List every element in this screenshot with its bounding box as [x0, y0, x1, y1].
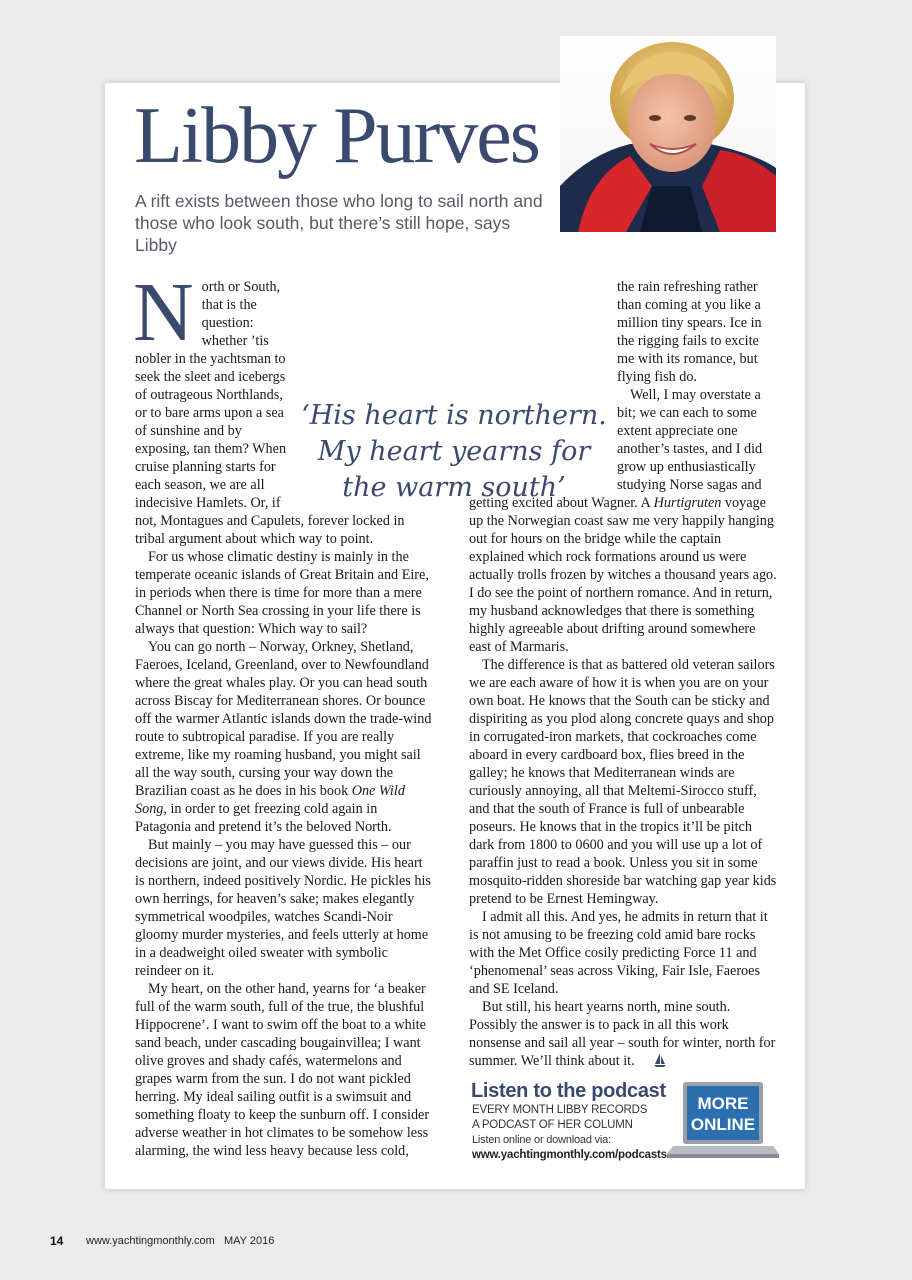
pull-quote-line: ‘His heart is northern.: [301, 400, 607, 431]
more-online-badge-line1: MORE: [697, 1094, 749, 1113]
podcast-link[interactable]: www.yachtingmonthly.com/podcasts: [472, 1149, 667, 1161]
pull-quote-line: My heart yearns for: [317, 436, 591, 467]
pull-quote-line: the warm south’: [342, 472, 566, 503]
podcast-line: Listen online or download via:: [472, 1134, 611, 1146]
body-paragraph: The difference is that as battered old veteran sailors we are each aware of how it is when you are on your own boat. He knows that the South can be sticky and dispiriting as you plod along concrete quays and shop in corrugated-iron markets, that cockroaches come aboard in every cardboard box, flies breed in the galley; he knows that Mediterranean winds are curiously annoying, all that Meltemi-Sirocco stuff, and that the south of France is full of unbearable poseurs. He knows that in the tropics it’ll be pitch dark from 1800 to 0600 and you will use up a lot of paraffin just to read a book. Unless you sit in some mosquito-ridden shoreside bar watching gap year kids pretend to be Ernest Hemingway.: [469, 657, 777, 907]
book-title: One Wild Song: [135, 783, 405, 817]
podcast-title: Listen to the podcast: [471, 1080, 666, 1102]
podcast-promo[interactable]: [469, 1080, 779, 1170]
body-paragraph: [135, 638, 435, 836]
footer-url: www.yachtingmonthly.com: [86, 1235, 215, 1247]
pull-quote: [298, 398, 610, 506]
headline: Libby Purves: [134, 92, 539, 180]
body-text: You can go north – Norway, Orkney, Shetland, Faeroes, Iceland, Greenland, over to Newfoundland where the great whales play. Or you can head south across Biscay for Mediterranean shores. Or bounce off the warmer Atlantic islands down the trade-wind route to subtropical paradise. If you are really extreme, like my roaming husband, you might sail all the way south, cursing your way down the Brazilian coast as he does in his book: [135, 639, 432, 799]
author-photo-image: [560, 36, 776, 232]
laptop-icon: [667, 1082, 779, 1164]
podcast-line: A PODCAST OF HER COLUMN: [472, 1119, 633, 1131]
sailboat-icon: [641, 1053, 666, 1072]
drop-cap: N: [133, 266, 194, 359]
body-paragraph: My heart, on the other hand, yearns for ‘a beaker full of the warm south, full of the true, the blushful Hippocrene’. I want to swim off the boat to a white sand beach, under cascading bougainvillea; I want olive groves and shady cafés, watermelons and grapes warm from the sun. I do not want pickled herring. My ideal sailing outfit is a swimsuit and something floaty to keep the sunburn off. I consider adverse weather in hot climates to be somehow less alarming, the wind less heavy because less cold,: [135, 981, 430, 1159]
body-paragraph: For us whose climatic destiny is mainly in the temperate oceanic islands of Great Britain and Eire, in periods when there is time for more than a mere Channel or North Sea crossing in your life there is always that question: Which way to sail?: [135, 549, 429, 637]
body-text: But still, his heart yearns north, mine south. Possibly the answer is to pack in all this work nonsense and sail all year – south for winter, north for summer. We’ll think about it.: [469, 999, 776, 1069]
page-number: 14: [50, 1234, 64, 1248]
ship-name: Hurtigruten: [653, 495, 722, 511]
body-text: voyage up the Norwegian coast saw me very happily hanging out for hours on the bridge while the captain explained which rock formations around us were actually trolls frozen by witches a thousand years ago. I do see the point of northern romance. And in return, my husband acknowledges that there is something highly agreeable about drifting around somewhere east of Marmaris.: [469, 495, 777, 655]
body-text: , in order to get freezing cold again in Patagonia and pretend it’s the beloved North.: [135, 801, 392, 835]
standfirst: A rift exists between those who long to sail north and those who look south, but there’s still hope, says Libby: [135, 191, 543, 255]
body-text: orth or South, that is the question: whether ’tis nobler in the yachtsman to seek the sleet and icebergs of outrageous Northlands, or to bare arms upon a sea of sunshine and by exposing, tan them? When cruise planning starts for each season, we are all indecisive Hamlets. Or, if not, Montagues and Capulets, forever locked in tribal argument about which way to point.: [135, 279, 405, 547]
podcast-line: EVERY MONTH LIBBY RECORDS: [472, 1104, 648, 1116]
body-paragraph: [469, 998, 778, 1072]
body-paragraph: But mainly – you may have guessed this – our decisions are joint, and our views divide. His heart is northern, indeed positively Nordic. He pickles his own herrings, for heaven’s sake; makes elegantly symmetrical woodpiles, watches Scandi-Noir gloomy murder mysteries, and feels utterly at home in a deadweight oiled sweater with symbolic reindeer on it.: [135, 837, 431, 979]
body-text: Well, I may overstate a bit; we can each to some extent appreciate one another’s tastes, and I did grow up enthusiastically studying Norse sagas and getting excited about Wagner. A: [469, 387, 763, 511]
more-online-badge-line2: ONLINE: [690, 1115, 756, 1134]
issue-date: MAY 2016: [224, 1235, 275, 1247]
body-paragraph: I admit all this. And yes, he admits in return that it is not amusing to be freezing cold amid bare rocks with the Met Office cosily predicting Force 11 and ‘phenomenal’ seas across Viking, Fair Isle, Faeroes and SE Iceland.: [469, 909, 768, 997]
body-paragraph: the rain refreshing rather than coming at you like a million tiny spears. Ice in the rigging fails to excite me with its romance, but flying fish do.: [617, 279, 762, 385]
author-portrait: [560, 36, 776, 232]
